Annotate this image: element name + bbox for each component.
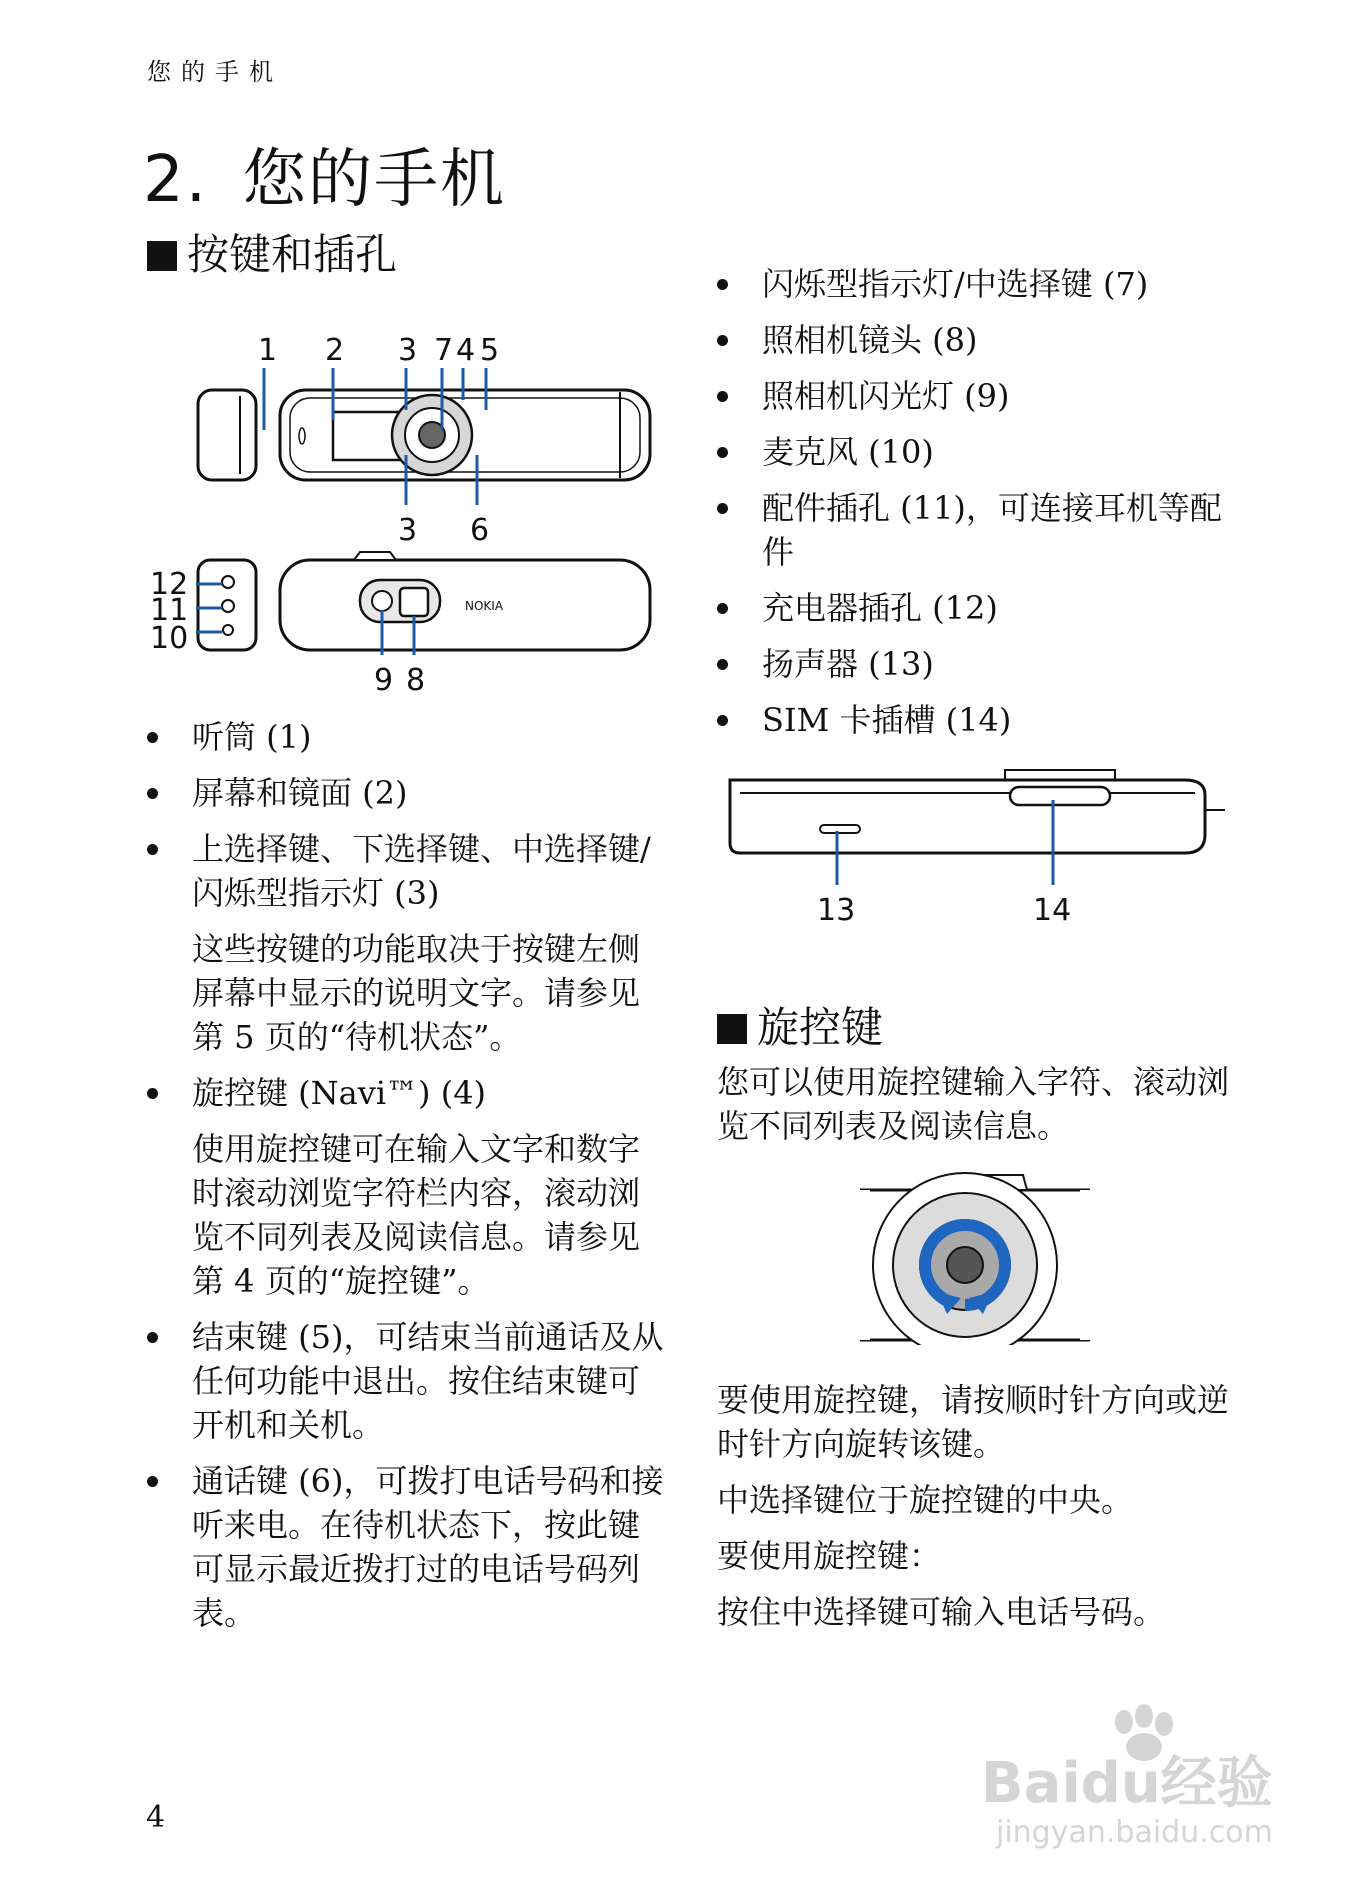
running-head: 您的手机: [147, 58, 283, 86]
callout-11: 11: [150, 593, 189, 628]
sim-slot: [1010, 787, 1110, 805]
navi-intro: 您可以使用旋控键输入字符、滚动浏览不同列表及阅读信息。: [717, 1063, 1230, 1145]
section-heading-navi: [717, 995, 883, 1055]
square-bullet-icon: [717, 1014, 747, 1044]
callout-14: 14: [1033, 893, 1072, 928]
watermark-brand: Baidu经验: [981, 1751, 1273, 1816]
list-item: 听筒 (1): [147, 715, 667, 759]
navi-paragraph: 要使用旋控键：: [717, 1537, 942, 1575]
callout-8: 8: [406, 663, 426, 698]
section-heading-navi-text: 旋控键: [757, 1003, 884, 1052]
callout-1: 1: [258, 333, 278, 368]
baidu-watermark-logo: [976, 1702, 1306, 1852]
callout-5: 5: [480, 333, 500, 368]
navi-paragraph: 要使用旋控键，请按顺时针方向或逆时针方向旋转该键。: [717, 1381, 1230, 1463]
right-column: [717, 262, 1237, 754]
phone-side-diagram: [725, 765, 1225, 945]
chapter-title-text: 您的手机: [242, 143, 507, 217]
camera-flash: [372, 591, 392, 611]
navi-wheel-diagram: [855, 1170, 1095, 1345]
list-item: 照相机镜头 (8): [717, 318, 1237, 362]
callout-2: 2: [325, 333, 345, 368]
navi-intro-block: [717, 1060, 1237, 1160]
navi-paragraph: 中选择键位于旋控键的中央。: [717, 1481, 1134, 1519]
callout-12: 12: [150, 567, 189, 602]
brand-logo-back: NOKIA: [465, 599, 504, 613]
list-item: SIM 卡插槽 (14): [717, 698, 1237, 742]
section-heading-keys: [147, 222, 397, 282]
navi-body: [717, 1378, 1237, 1646]
list-item: 通话键 (6)，可拨打电话号码和接听来电。在待机状态下，按此键可显示最近拨打过的电话号码列表。: [147, 1459, 667, 1635]
list-item: 闪烁型指示灯/中选择键 (7): [717, 262, 1237, 306]
list-item: 旋控键 (Navi™) (4): [147, 1071, 667, 1115]
center-select-key: [947, 1247, 983, 1283]
list-item: 麦克风 (10): [717, 430, 1237, 474]
list-item: 配件插孔 (11)，可连接耳机等配件: [717, 486, 1237, 574]
speaker: [820, 825, 860, 833]
list-item-note: 使用旋控键可在输入文字和数字时滚动浏览字符栏内容，滚动浏览不同列表及阅读信息。请参见第 4 页的“旋控键”。: [192, 1130, 641, 1300]
list-item-note: 这些按键的功能取决于按键左侧屏幕中显示的说明文字。请参见第 5 页的“待机状态”。: [192, 930, 641, 1056]
page-number: 4: [146, 1800, 166, 1835]
list-item: 充电器插孔 (12): [717, 586, 1237, 630]
list-item: 屏幕和镜面 (2): [147, 771, 667, 815]
left-column: [147, 715, 667, 1647]
callout-3b: 3: [398, 513, 418, 548]
callout-6: 6: [470, 513, 490, 548]
callout-3a: 3: [398, 333, 418, 368]
camera-lens: [400, 588, 428, 616]
list-item: 扬声器 (13): [717, 642, 1237, 686]
components-list: [717, 262, 1237, 742]
square-bullet-icon: [147, 241, 177, 271]
list-item: 结束键 (5)，可结束当前通话及从任何功能中退出。按住结束键可开机和关机。: [147, 1315, 667, 1447]
phone-keys-diagram: [150, 330, 670, 705]
list-item: 上选择键、下选择键、中选择键/闪烁型指示灯 (3): [147, 827, 667, 915]
list-item: 照相机闪光灯 (9): [717, 374, 1237, 418]
phone-side-view: [198, 560, 256, 650]
phone-end-view: [198, 390, 256, 480]
chapter-number: 2.: [143, 143, 209, 217]
keys-list: [147, 715, 667, 915]
callout-10: 10: [150, 621, 189, 656]
navi-paragraph: 按住中选择键可输入电话号码。: [717, 1593, 1166, 1631]
callout-4: 4: [456, 333, 476, 368]
watermark-url: jingyan.baidu.com: [996, 1815, 1273, 1850]
callout-13: 13: [817, 893, 856, 928]
section-heading-keys-text: 按键和插孔: [187, 230, 398, 279]
chapter-title: [143, 128, 506, 220]
callout-9: 9: [374, 663, 394, 698]
callout-7: 7: [434, 333, 454, 368]
